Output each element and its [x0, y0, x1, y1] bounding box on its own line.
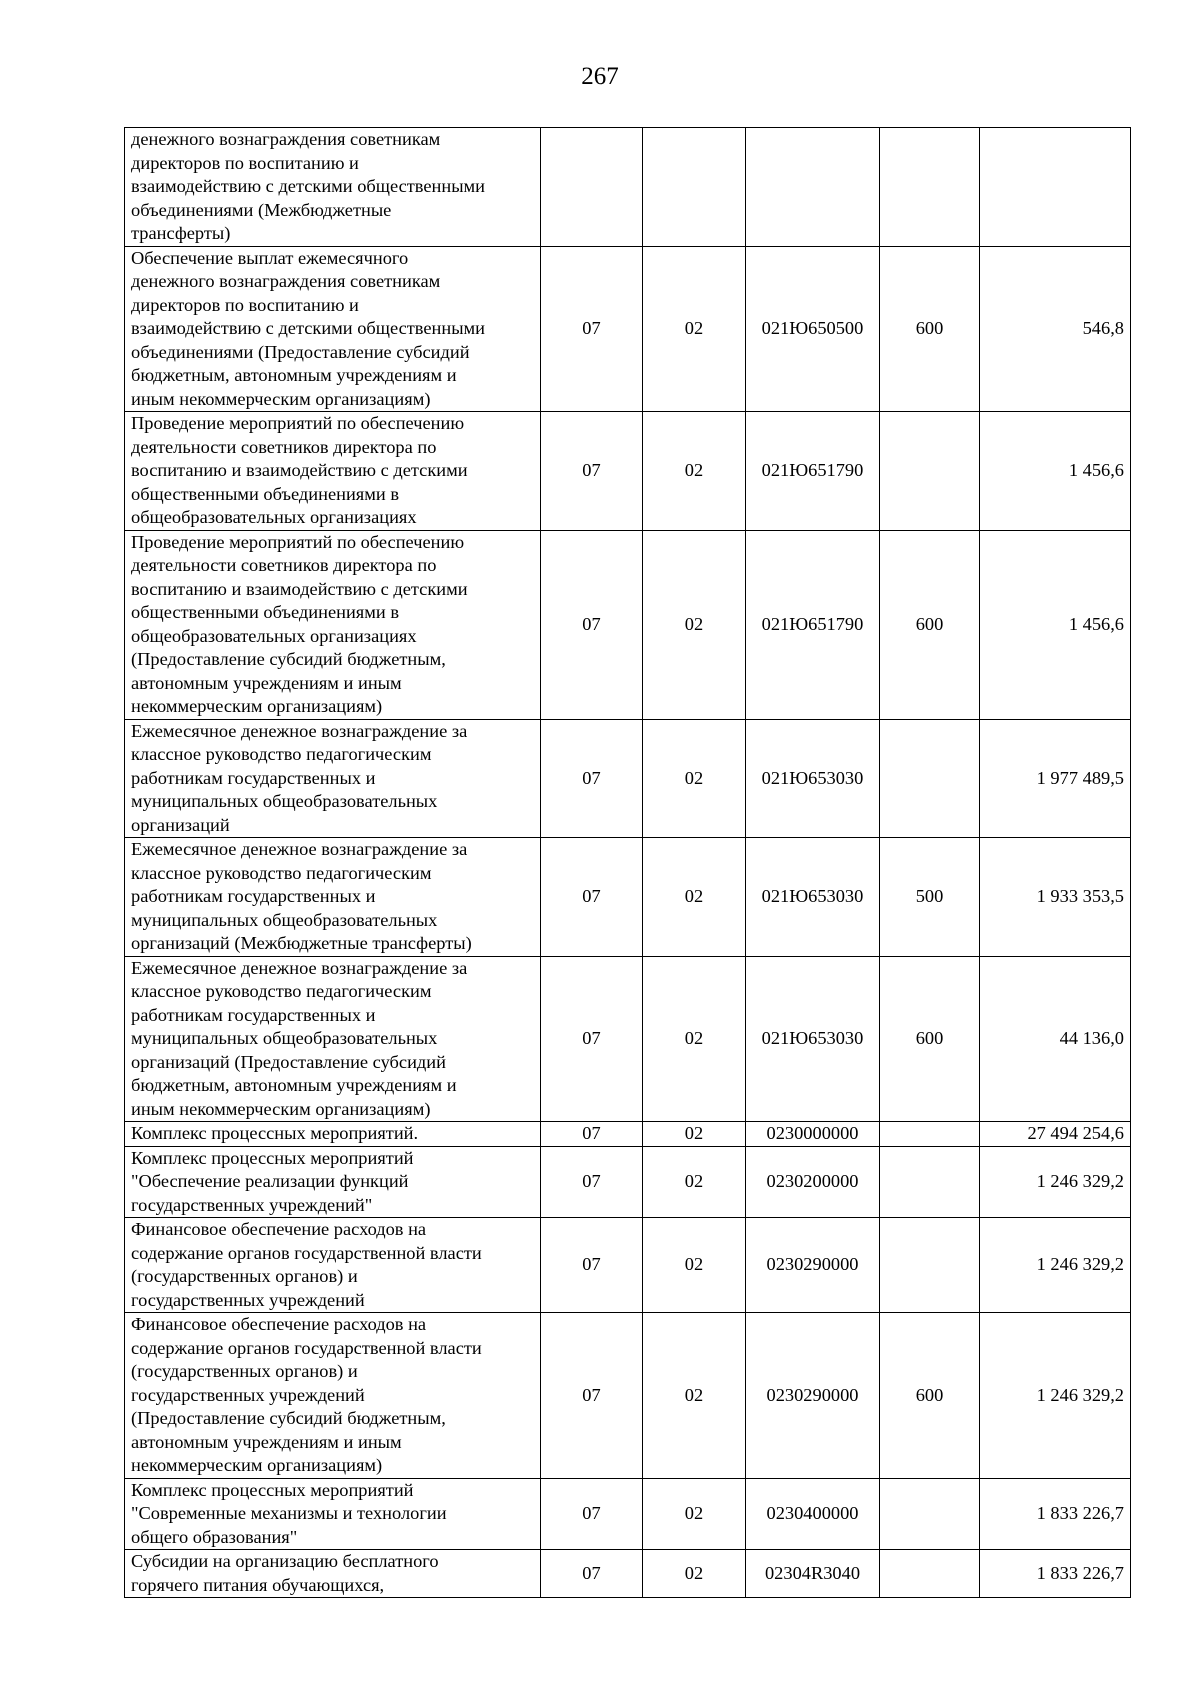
table-row: [125, 956, 1131, 1122]
row-amount-cell: 1 456,6: [980, 530, 1131, 719]
row-section-cell: [541, 128, 643, 247]
row-section-cell: 07: [541, 1550, 643, 1598]
row-section-cell: 07: [541, 956, 643, 1122]
row-subsection-cell: 02: [643, 530, 746, 719]
row-name-cell: Ежемесячное денежное вознаграждение за классное руководство педагогическим работникам государственных и муниципальных общеобразовательных организаций (Межбюджетные трансферты): [125, 838, 541, 957]
row-vr-cell: 600: [880, 1313, 980, 1479]
row-name-cell: Ежемесячное денежное вознаграждение за классное руководство педагогическим работникам государственных и муниципальных общеобразовательных организаций: [125, 719, 541, 838]
row-amount-cell: [980, 128, 1131, 247]
row-subsection-cell: [643, 128, 746, 247]
row-vr-cell: [880, 412, 980, 531]
row-vr-cell: [880, 1218, 980, 1313]
row-subsection-cell: 02: [643, 838, 746, 957]
table-row: [125, 1478, 1131, 1550]
row-name-cell: Комплекс процессных мероприятий "Обеспечение реализации функций государственных учреждений": [125, 1146, 541, 1218]
row-vr-cell: [880, 1146, 980, 1218]
row-csr-cell: 021Ю650500: [746, 246, 880, 412]
row-amount-cell: 546,8: [980, 246, 1131, 412]
row-csr-cell: 0230200000: [746, 1146, 880, 1218]
row-subsection-cell: 02: [643, 1478, 746, 1550]
row-csr-cell: 0230290000: [746, 1313, 880, 1479]
row-subsection-cell: 02: [643, 1550, 746, 1598]
row-vr-cell: [880, 1478, 980, 1550]
row-name-cell: Финансовое обеспечение расходов на содержание органов государственной власти (государственных органов) и государственных учреждений (Предоставление субсидий бюджетным, автономным учреждениям и иным некоммерческим организациям): [125, 1313, 541, 1479]
row-name-cell: денежного вознаграждения советникам директоров по воспитанию и взаимодействию с детскими общественными объединениями (Межбюджетные трансферты): [125, 128, 541, 247]
row-subsection-cell: 02: [643, 1218, 746, 1313]
row-name-cell: Ежемесячное денежное вознаграждение за классное руководство педагогическим работникам государственных и муниципальных общеобразовательных организаций (Предоставление субсидий бюджетным, автономным учреждениям и иным некоммерческим организациям): [125, 956, 541, 1122]
row-vr-cell: 600: [880, 246, 980, 412]
row-csr-cell: 0230290000: [746, 1218, 880, 1313]
row-vr-cell: [880, 128, 980, 247]
row-csr-cell: 021Ю651790: [746, 412, 880, 531]
row-section-cell: 07: [541, 1313, 643, 1479]
row-amount-cell: 1 933 353,5: [980, 838, 1131, 957]
row-vr-cell: [880, 1550, 980, 1598]
row-amount-cell: 1 456,6: [980, 412, 1131, 531]
row-csr-cell: 0230400000: [746, 1478, 880, 1550]
row-amount-cell: 1 246 329,2: [980, 1218, 1131, 1313]
row-section-cell: 07: [541, 412, 643, 531]
row-section-cell: 07: [541, 1122, 643, 1147]
table-row: [125, 1122, 1131, 1147]
row-vr-cell: 500: [880, 838, 980, 957]
row-subsection-cell: 02: [643, 1313, 746, 1479]
row-section-cell: 07: [541, 1218, 643, 1313]
table-row: [125, 1313, 1131, 1479]
table-row: [125, 128, 1131, 247]
row-csr-cell: 021Ю653030: [746, 719, 880, 838]
table-row: [125, 1550, 1131, 1598]
row-section-cell: 07: [541, 530, 643, 719]
table-row: [125, 530, 1131, 719]
row-amount-cell: 1 833 226,7: [980, 1550, 1131, 1598]
table-row: [125, 719, 1131, 838]
table-row: [125, 412, 1131, 531]
row-section-cell: 07: [541, 838, 643, 957]
row-amount-cell: 1 977 489,5: [980, 719, 1131, 838]
row-name-cell: Комплекс процессных мероприятий.: [125, 1122, 541, 1147]
page-number: 267: [581, 63, 619, 90]
row-name-cell: Проведение мероприятий по обеспечению деятельности советников директора по воспитанию и взаимодействию с детскими общественными объединениями в общеобразовательных организациях (Предоставление субсидий бюджетным, автономным учреждениям и иным некоммерческим организациям): [125, 530, 541, 719]
row-subsection-cell: 02: [643, 1146, 746, 1218]
row-vr-cell: [880, 719, 980, 838]
row-section-cell: 07: [541, 246, 643, 412]
row-section-cell: 07: [541, 1478, 643, 1550]
row-name-cell: Субсидии на организацию бесплатного горячего питания обучающихся,: [125, 1550, 541, 1598]
row-amount-cell: 27 494 254,6: [980, 1122, 1131, 1147]
row-vr-cell: 600: [880, 530, 980, 719]
row-csr-cell: [746, 128, 880, 247]
table-row: [125, 246, 1131, 412]
row-csr-cell: 021Ю653030: [746, 956, 880, 1122]
row-name-cell: Комплекс процессных мероприятий "Современные механизмы и технологии общего образования": [125, 1478, 541, 1550]
row-subsection-cell: 02: [643, 956, 746, 1122]
row-subsection-cell: 02: [643, 246, 746, 412]
table-row: [125, 1218, 1131, 1313]
table-row: [125, 838, 1131, 957]
row-amount-cell: 1 246 329,2: [980, 1313, 1131, 1479]
row-csr-cell: 021Ю651790: [746, 530, 880, 719]
row-name-cell: Проведение мероприятий по обеспечению деятельности советников директора по воспитанию и взаимодействию с детскими общественными объединениями в общеобразовательных организациях: [125, 412, 541, 531]
row-csr-cell: 0230000000: [746, 1122, 880, 1147]
row-subsection-cell: 02: [643, 412, 746, 531]
row-section-cell: 07: [541, 1146, 643, 1218]
row-vr-cell: [880, 1122, 980, 1147]
row-csr-cell: 021Ю653030: [746, 838, 880, 957]
row-amount-cell: 1 246 329,2: [980, 1146, 1131, 1218]
row-name-cell: Обеспечение выплат ежемесячного денежного вознаграждения советникам директоров по воспитанию и взаимодействию с детскими общественными объединениями (Предоставление субсидий бюджетным, автономным учреждениям и иным некоммерческим организациям): [125, 246, 541, 412]
row-subsection-cell: 02: [643, 719, 746, 838]
row-name-cell: Финансовое обеспечение расходов на содержание органов государственной власти (государственных органов) и государственных учреждений: [125, 1218, 541, 1313]
row-vr-cell: 600: [880, 956, 980, 1122]
row-amount-cell: 44 136,0: [980, 956, 1131, 1122]
row-subsection-cell: 02: [643, 1122, 746, 1147]
row-section-cell: 07: [541, 719, 643, 838]
budget-table: [124, 127, 1131, 1598]
table-row: [125, 1146, 1131, 1218]
row-csr-cell: 02304R3040: [746, 1550, 880, 1598]
row-amount-cell: 1 833 226,7: [980, 1478, 1131, 1550]
